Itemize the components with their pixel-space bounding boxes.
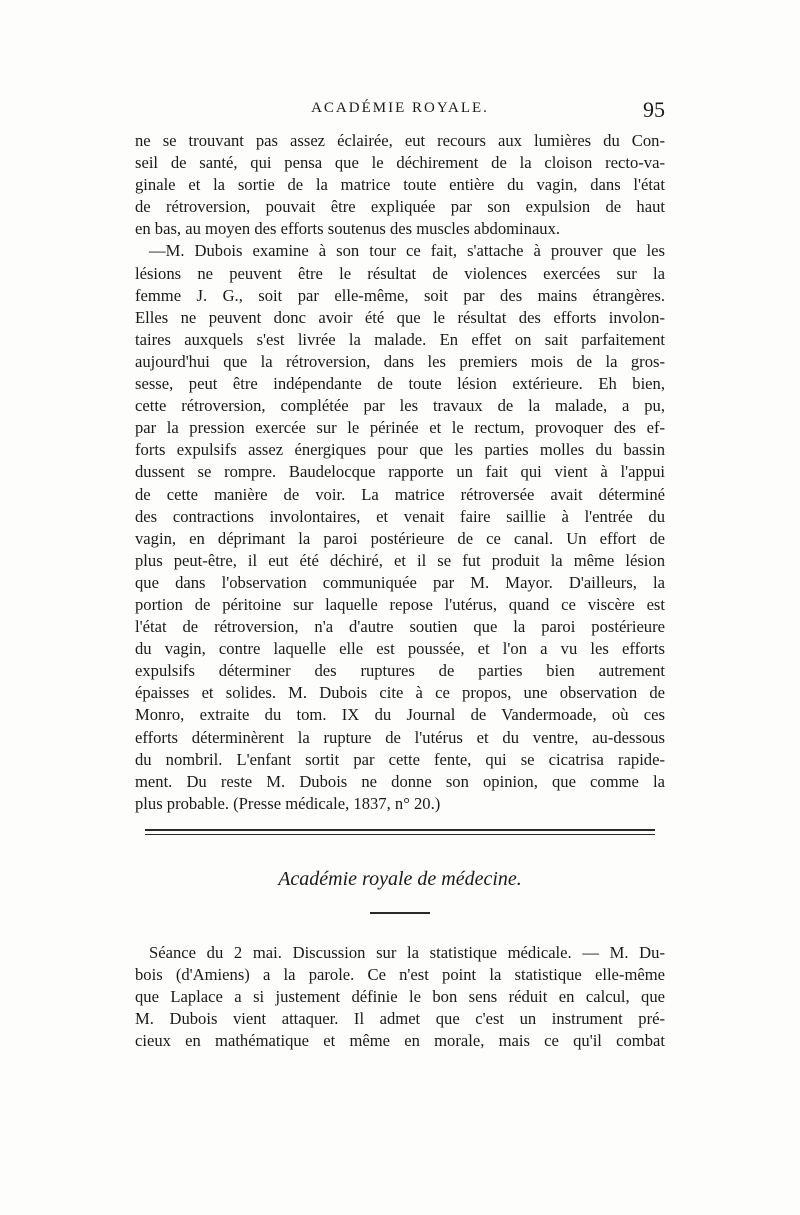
section-heading: Académie royale de médecine.: [278, 868, 522, 890]
body-text: [135, 130, 665, 815]
running-title: ACADÉMIE ROYALE.: [311, 100, 489, 116]
text-line: aujourd'hui que la rétroversion, dans les premiers mois de la gros-: [135, 351, 665, 371]
section-divider: [145, 827, 655, 839]
text-line: Monro, extraite du tom. IX du Journal de Vandermoade, où ces: [135, 705, 665, 725]
text-line: que dans l'observation communiquée par M. Mayor. D'ailleurs, la: [135, 572, 665, 592]
text-line: que Laplace a si justement définie le bon sens réduit en calcul, que: [135, 987, 665, 1007]
text-line: du nombril. L'enfant sortit par cette fente, qui se cicatrisa rapide-: [135, 749, 665, 769]
text-line: l'état de rétroversion, n'a d'autre soutien que la paroi postérieure: [135, 617, 665, 637]
text-line: de rétroversion, pouvait être expliquée par son expulsion de haut: [135, 197, 665, 217]
text-line: de cette manière de voir. La matrice rétroversée avait déterminé: [135, 484, 665, 504]
page-number: 95: [643, 97, 665, 122]
text-line: sesse, peut être indépendante de toute lésion extérieure. Eh bien,: [135, 374, 665, 394]
text-line: expulsifs déterminer des ruptures de parties bien autrement: [135, 661, 665, 681]
text-line: cette rétroversion, complétée par les travaux de la malade, a pu,: [135, 396, 665, 416]
text-line: plus probable. (Presse médicale, 1837, n° 20.): [135, 793, 441, 813]
text-line: plus peut-être, il eut été déchiré, et il se fut produit la même lésion: [135, 550, 665, 570]
text-line: M. Dubois vient attaquer. Il admet que c'est un instrument pré-: [135, 1009, 665, 1029]
section-text: [135, 942, 665, 1052]
text-line: Elles ne peuvent donc avoir été que le résultat des efforts involon-: [135, 307, 665, 327]
text-line: forts expulsifs assez énergiques pour que les parties molles du bassin: [135, 440, 665, 460]
text-line: seil de santé, qui pensa que le déchirement de la cloison recto-va-: [135, 153, 665, 173]
text-line: taires auxquels s'est livrée la malade. En effet on sait parfaitement: [135, 329, 665, 349]
text-line: du vagin, contre laquelle elle est poussée, et l'on a vu les efforts: [135, 639, 665, 659]
text-line: femme J. G., soit par elle-même, soit par des mains étrangères.: [135, 285, 665, 305]
text-line: épaisses et solides. M. Dubois cite à ce propos, une observation de: [135, 683, 665, 703]
text-line: —M. Dubois examine à son tour ce fait, s'attache à prouver que les: [149, 241, 665, 261]
text-line: ment. Du reste M. Dubois ne donne son opinion, que comme la: [135, 771, 665, 791]
running-head: [135, 97, 665, 123]
heading-rule: [370, 912, 430, 914]
text-line: lésions ne peuvent être le résultat de violences exercées sur la: [135, 263, 665, 283]
text-line: vagin, en déprimant la paroi postérieure de ce canal. Un effort de: [135, 528, 665, 548]
text-line: cieux en mathématique et même en morale, mais ce qu'il combat: [135, 1031, 665, 1051]
text-line: dussent se rompre. Baudelocque rapporte un fait qui vient à l'appui: [135, 462, 665, 482]
text-line: efforts déterminèrent la rupture de l'utérus et du ventre, au-dessous: [135, 727, 665, 747]
text-line: portion de péritoine sur laquelle repose l'utérus, quand ce viscère est: [135, 594, 665, 614]
divider-thick-rule: [145, 829, 655, 831]
text-line: des contractions involontaires, et venait faire saillie à l'entrée du: [135, 506, 665, 526]
text-line: en bas, au moyen des efforts soutenus des muscles abdominaux.: [135, 219, 561, 239]
text-line: ne se trouvant pas assez éclairée, eut recours aux lumières du Con-: [135, 131, 665, 150]
text-line: par la pression exercée sur le périnée et le rectum, provoquer des ef-: [135, 418, 665, 438]
divider-thin-rule: [145, 834, 655, 835]
text-line: Séance du 2 mai. Discussion sur la statistique médicale. — M. Du-: [149, 943, 665, 962]
text-line: ginale et la sortie de la matrice toute entière du vagin, dans l'état: [135, 175, 665, 195]
text-line: bois (d'Amiens) a la parole. Ce n'est point la statistique elle-même: [135, 965, 665, 985]
